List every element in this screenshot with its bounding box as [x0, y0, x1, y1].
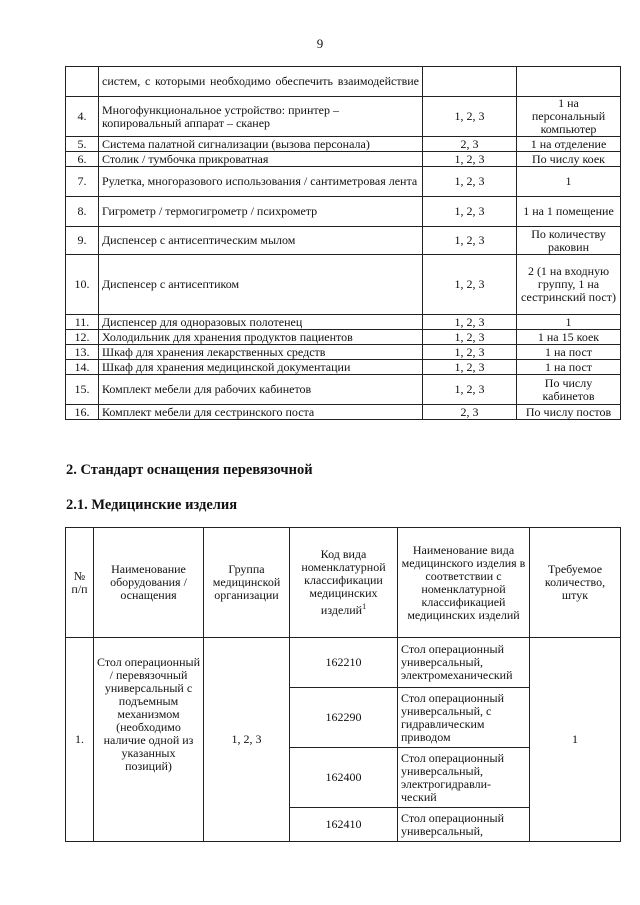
- row-qty: 1 на отделение: [517, 137, 621, 152]
- row-num: 4.: [66, 97, 99, 137]
- table-row: [66, 197, 621, 227]
- row-name: Диспенсер с антисептиком: [99, 255, 423, 315]
- row-num: 9.: [66, 227, 99, 255]
- row-qty: [517, 67, 621, 97]
- table-header-row: [66, 528, 621, 638]
- header-qty: Требуемое количество, штук: [530, 528, 621, 638]
- row-qty: 1 на пост: [517, 345, 621, 360]
- row-group: 1, 2, 3: [423, 167, 517, 197]
- row-num: 1.: [66, 638, 94, 842]
- row-num: 6.: [66, 152, 99, 167]
- header-kind: Наименование вида медицинского изделия в соответствии с номенклатурной классификацией медицинских изделий: [398, 528, 530, 638]
- row-group: 1, 2, 3: [423, 345, 517, 360]
- header-group: Группа медицинской организации: [204, 528, 290, 638]
- header-num: № п/п: [66, 528, 94, 638]
- row-qty: 1 на пост: [517, 360, 621, 375]
- row-num: 15.: [66, 375, 99, 405]
- table-row: [66, 137, 621, 152]
- row-num: [66, 67, 99, 97]
- table-row: [66, 97, 621, 137]
- footnote-marker: 1: [362, 602, 367, 611]
- row-group: 1, 2, 3: [423, 360, 517, 375]
- table-row: [66, 345, 621, 360]
- row-qty: 1: [517, 315, 621, 330]
- row-num: 13.: [66, 345, 99, 360]
- row-name: систем, с которыми необходимо обеспечить взаимодействие: [99, 67, 423, 97]
- row-group: 2, 3: [423, 405, 517, 420]
- row-name: Холодильник для хранения продуктов пациентов: [99, 330, 423, 345]
- section-2-heading: 2. Стандарт оснащения перевязочной: [66, 462, 313, 478]
- row-qty: 1 на персональный компьютер: [517, 97, 621, 137]
- row-num: 11.: [66, 315, 99, 330]
- row-num: 5.: [66, 137, 99, 152]
- kind-cell: Стол операционный универсальный,: [398, 808, 530, 842]
- row-group: 1, 2, 3: [423, 330, 517, 345]
- kind-cell: Стол операционный универсальный, электромеханический: [398, 638, 530, 688]
- table-row: [66, 375, 621, 405]
- row-name: Гигрометр / термогигрометр / психрометр: [99, 197, 423, 227]
- row-name: Шкаф для хранения лекарственных средств: [99, 345, 423, 360]
- table-row: [66, 167, 621, 197]
- row-name: Диспенсер для одноразовых полотенец: [99, 315, 423, 330]
- row-group: 2, 3: [423, 137, 517, 152]
- table-row: [66, 255, 621, 315]
- row-group: 1, 2, 3: [423, 97, 517, 137]
- table-row: [66, 638, 621, 688]
- equipment-table-continued: [65, 66, 621, 420]
- header-code-text: Код вида номенклатурной классификации медицинских изделий: [301, 547, 386, 617]
- row-name: Стол операционный / перевязочный универсальный с подъемным механизмом (необходимо наличие одной из указанных позиций): [94, 638, 204, 842]
- row-qty: 1 на 15 коек: [517, 330, 621, 345]
- row-num: 8.: [66, 197, 99, 227]
- row-group: 1, 2, 3: [423, 152, 517, 167]
- row-num: 10.: [66, 255, 99, 315]
- row-num: 14.: [66, 360, 99, 375]
- row-num: 7.: [66, 167, 99, 197]
- table-row: [66, 315, 621, 330]
- table-row: [66, 405, 621, 420]
- row-qty: По числу кабинетов: [517, 375, 621, 405]
- row-name: Диспенсер с антисептическим мылом: [99, 227, 423, 255]
- row-name: Многофункциональное устройство: принтер – копировальный аппарат – сканер: [99, 97, 423, 137]
- row-num: 16.: [66, 405, 99, 420]
- kind-cell: Стол операционный универсальный, электрогидравли-ческий: [398, 748, 530, 808]
- row-qty: По числу коек: [517, 152, 621, 167]
- row-qty: 2 (1 на входную группу, 1 на сестринский пост): [517, 255, 621, 315]
- row-name: Комплект мебели для рабочих кабинетов: [99, 375, 423, 405]
- row-group: [423, 67, 517, 97]
- code-cell: 162210: [290, 638, 398, 688]
- row-group: 1, 2, 3: [423, 197, 517, 227]
- code-cell: 162400: [290, 748, 398, 808]
- table-row: [66, 330, 621, 345]
- table-row: [66, 152, 621, 167]
- table-row: [66, 67, 621, 97]
- table-row: [66, 360, 621, 375]
- row-qty: По количеству раковин: [517, 227, 621, 255]
- row-name: Столик / тумбочка прикроватная: [99, 152, 423, 167]
- row-name: Рулетка, многоразового использования / сантиметровая лента: [99, 167, 423, 197]
- medical-devices-table: [65, 527, 621, 842]
- header-code: [290, 528, 398, 638]
- table-row: [66, 227, 621, 255]
- row-name: Система палатной сигнализации (вызова персонала): [99, 137, 423, 152]
- row-qty: 1: [517, 167, 621, 197]
- row-group: 1, 2, 3: [423, 227, 517, 255]
- row-group: 1, 2, 3: [423, 255, 517, 315]
- row-num: 12.: [66, 330, 99, 345]
- row-qty: 1: [530, 638, 621, 842]
- row-group: 1, 2, 3: [423, 375, 517, 405]
- row-qty: 1 на 1 помещение: [517, 197, 621, 227]
- section-2-1-heading: 2.1. Медицинские изделия: [66, 497, 238, 513]
- page-number: 9: [316, 36, 324, 51]
- row-qty: По числу постов: [517, 405, 621, 420]
- code-cell: 162410: [290, 808, 398, 842]
- row-group: 1, 2, 3: [204, 638, 290, 842]
- kind-cell: Стол операционный универсальный, с гидравлическим приводом: [398, 688, 530, 748]
- row-group: 1, 2, 3: [423, 315, 517, 330]
- code-cell: 162290: [290, 688, 398, 748]
- row-name: Комплект мебели для сестринского поста: [99, 405, 423, 420]
- row-name: Шкаф для хранения медицинской документации: [99, 360, 423, 375]
- header-name: Наименование оборудования / оснащения: [94, 528, 204, 638]
